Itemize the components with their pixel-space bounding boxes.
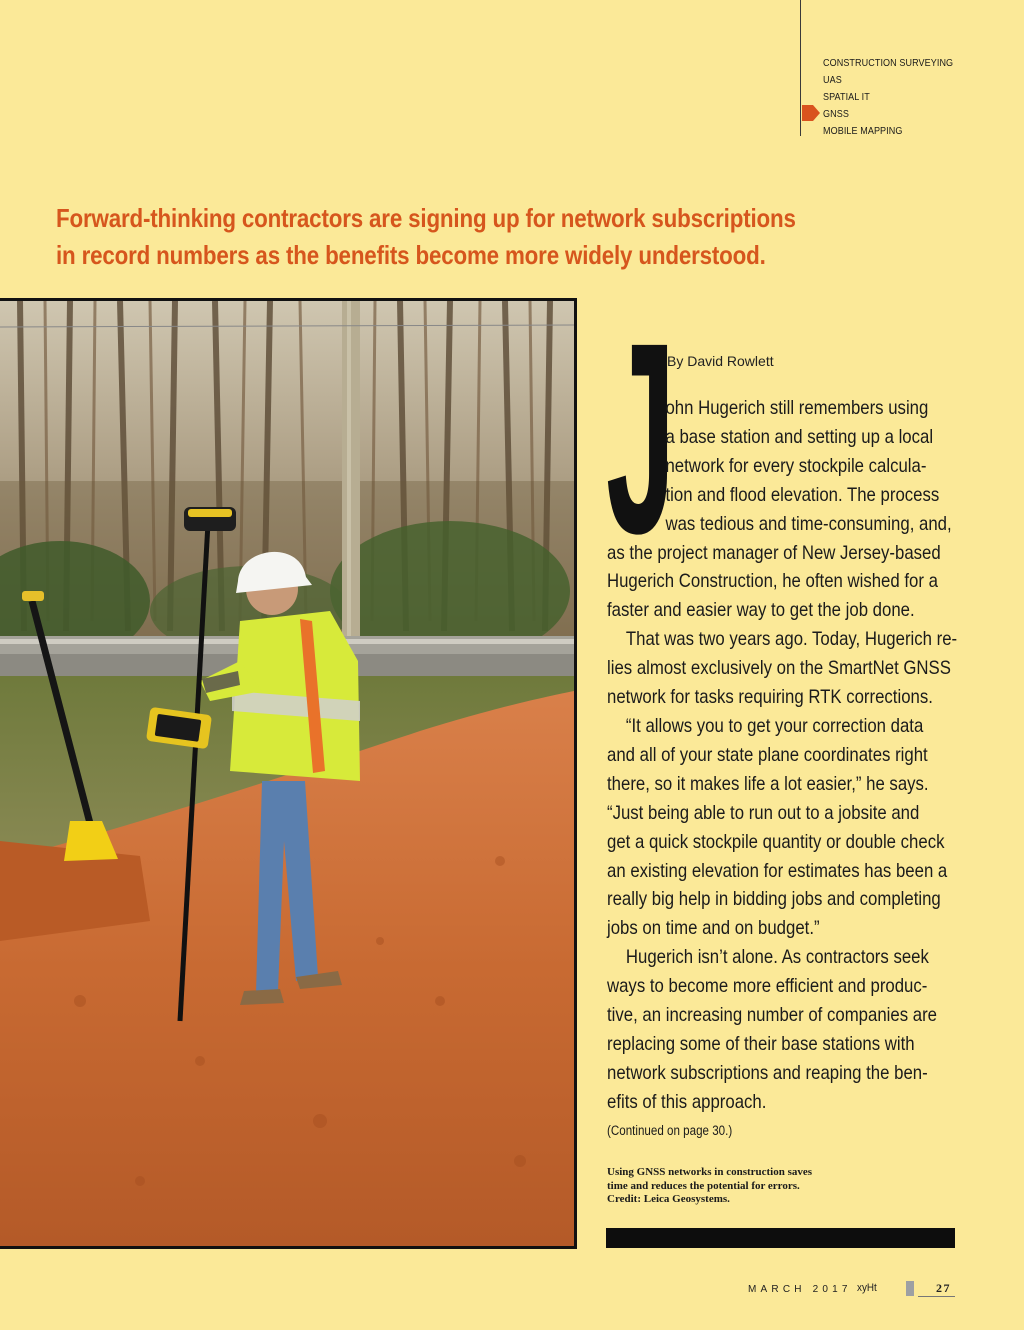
body-line: “It allows you to get your correction data xyxy=(625,714,924,737)
body-line: get a quick stockpile quantity or double check xyxy=(607,830,945,853)
body-line: ohn Hugerich still remembers using xyxy=(665,397,929,419)
body-line: lies almost exclusively on the SmartNet GNSS xyxy=(607,657,951,680)
body-line: really big help in bidding jobs and completing xyxy=(607,888,941,911)
body-line: an existing elevation for estimates has been a xyxy=(607,859,948,882)
article-deck xyxy=(56,200,796,274)
section-nav-divider xyxy=(800,0,801,136)
decorative-bar xyxy=(606,1228,955,1248)
body-line: efits of this approach. xyxy=(607,1090,767,1113)
body-line: tive, an increasing number of companies are xyxy=(607,1004,937,1027)
body-line: tion and flood elevation. The process xyxy=(665,483,940,506)
caption-line: Using GNSS networks in construction saves xyxy=(607,1166,813,1178)
body-line: faster and easier way to get the job done. xyxy=(607,599,915,622)
active-section-arrow-icon xyxy=(802,104,820,122)
section-nav-item-mobile-mapping[interactable]: MOBILE MAPPING xyxy=(823,125,903,137)
footer-magazine-name: xyHt xyxy=(857,1282,877,1294)
footer-marker xyxy=(906,1281,914,1296)
section-nav-item-uas[interactable]: UAS xyxy=(823,74,842,86)
body-line: network for tasks requiring RTK corrections. xyxy=(607,686,933,709)
body-line: a base station and setting up a local xyxy=(665,425,934,448)
body-line: Hugerich Construction, he often wished for a xyxy=(607,570,938,593)
article-photo xyxy=(0,298,577,1249)
body-line: replacing some of their base stations with xyxy=(607,1032,915,1055)
section-nav-item-spatial-it[interactable]: SPATIAL IT xyxy=(823,91,870,103)
body-line: network subscriptions and reaping the ben- xyxy=(607,1061,928,1084)
body-line: there, so it makes life a lot easier,” he says. xyxy=(607,772,929,795)
body-line: “Just being able to run out to a jobsite and xyxy=(607,801,920,824)
caption-credit: Credit: Leica Geosystems. xyxy=(607,1193,730,1205)
section-nav xyxy=(823,55,974,140)
photo-caption xyxy=(607,1166,897,1207)
body-line: was tedious and time-consuming, and, xyxy=(665,512,952,535)
photo-surveyor-gnss-rover-icon xyxy=(0,301,574,1246)
body-line: That was two years ago. Today, Hugerich re- xyxy=(625,628,958,651)
section-nav-item-construction-surveying[interactable]: CONSTRUCTION SURVEYING xyxy=(823,57,954,69)
article-body xyxy=(607,394,967,1117)
page-number: 27 xyxy=(936,1281,951,1295)
deck-line-2: in record numbers as the benefits become more widely understood. xyxy=(56,240,766,270)
footer-rule xyxy=(918,1296,955,1297)
deck-line-1: Forward-thinking contractors are signing up for network subscriptions xyxy=(56,203,796,233)
body-line: network for every stockpile calcula- xyxy=(665,454,927,477)
body-line: ways to become more efficient and produc- xyxy=(607,975,928,998)
footer-issue-date: MARCH 2017 xyxy=(748,1284,852,1295)
drop-cap: J xyxy=(606,286,676,590)
body-line: and all of your state plane coordinates right xyxy=(607,743,928,766)
body-line: as the project manager of New Jersey-based xyxy=(607,541,941,564)
caption-line: time and reduces the potential for errors. xyxy=(607,1179,800,1192)
section-nav-item-gnss[interactable]: GNSS xyxy=(823,108,849,120)
body-line: jobs on time and on budget.” xyxy=(607,917,820,940)
body-line: Hugerich isn’t alone. As contractors seek xyxy=(625,946,929,969)
continued-link[interactable]: (Continued on page 30.) xyxy=(607,1123,733,1138)
byline: By David Rowlett xyxy=(667,353,774,369)
